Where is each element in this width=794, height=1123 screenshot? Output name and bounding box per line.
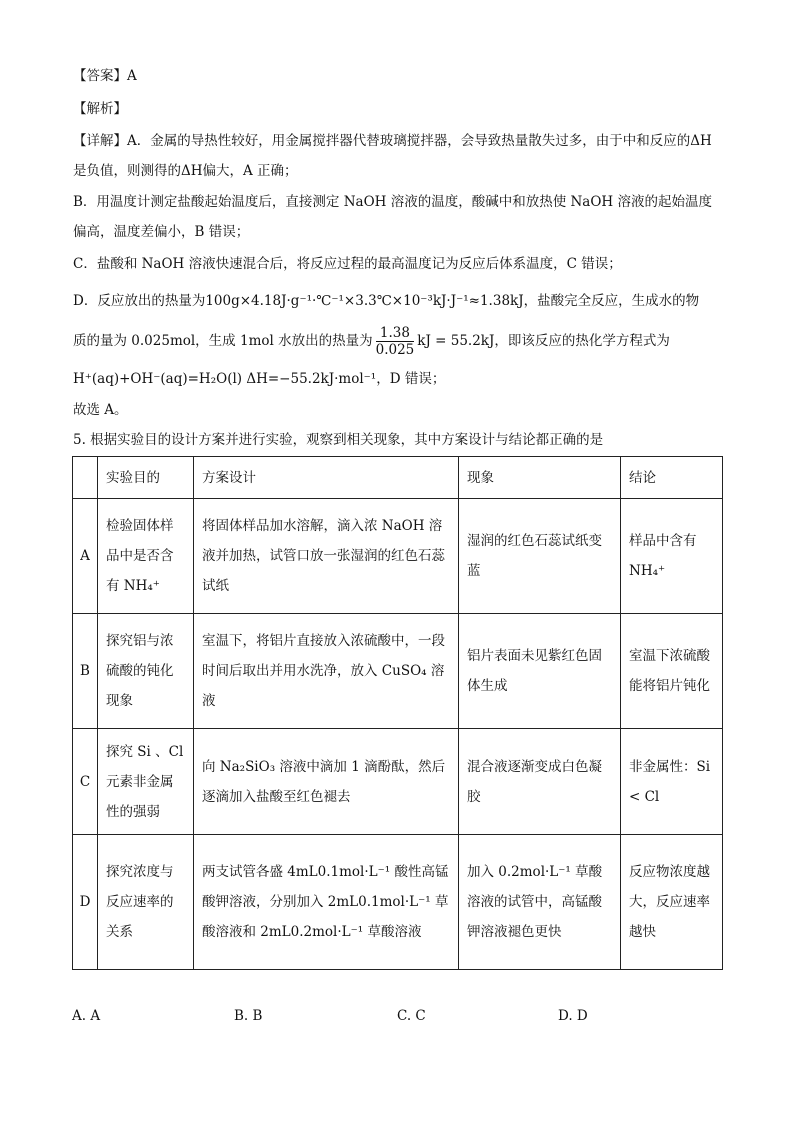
- row-phenomenon: 湿润的红色石蕊试纸变蓝: [459, 499, 621, 614]
- row-purpose: 探究铝与浓硫酸的钝化现象: [98, 614, 194, 729]
- experiment-table: [72, 456, 723, 970]
- header-cell-phenomenon: 现象: [459, 457, 621, 499]
- option-a[interactable]: A. A: [72, 1008, 101, 1024]
- row-design: 两支试管各盛 4mL0.1mol·L⁻¹ 酸性高锰酸钾溶液，分别加入 2mL0.1mol·L⁻¹ 草酸溶液和 2mL0.2mol·L⁻¹ 草酸溶液: [194, 835, 459, 970]
- header-cell-design: 方案设计: [194, 457, 459, 499]
- row-design: 向 Na₂SiO₃ 溶液中滴加 1 滴酚酞，然后逐滴加入盐酸至红色褪去: [194, 729, 459, 835]
- explain-d-line1: D．反应放出的热量为100g×4.18J·g⁻¹·℃⁻¹×3.3℃×10⁻³kJ·J⁻¹≈1.38kJ，盐酸完全反应，生成水的物: [73, 293, 700, 309]
- row-phenomenon: 铝片表面未见紫红色固体生成: [459, 614, 621, 729]
- heat-fraction: [376, 325, 415, 358]
- fraction-numerator: 1.38: [376, 325, 415, 342]
- row-key: A: [73, 499, 98, 614]
- conclusion-line: 故选 A。: [73, 402, 128, 418]
- row-phenomenon: 混合液逐渐变成白色凝胶: [459, 729, 621, 835]
- row-key: D: [73, 835, 98, 970]
- question-stem: 5. 根据实验目的设计方案并进行实验，观察到相关现象，其中方案设计与结论都正确的是: [73, 432, 604, 448]
- explain-a-line1: 【详解】A．金属的导热性较好，用金属搅拌器代替玻璃搅拌器，会导致热量散失过多，由于中和反应的ΔH: [73, 133, 712, 149]
- option-b[interactable]: B. B: [234, 1008, 263, 1024]
- explain-b-line1: B．用温度计测定盐酸起始温度后，直接测定 NaOH 溶液的温度，酸碱中和放热使 NaOH 溶液的起始温度: [73, 194, 712, 210]
- table-row: [73, 729, 723, 835]
- row-purpose: 探究 Si 、Cl 元素非金属性的强弱: [98, 729, 194, 835]
- row-purpose: 检验固体样品中是否含有 NH₄⁺: [98, 499, 194, 614]
- row-conclusion: 反应物浓度越大，反应速率越快: [621, 835, 723, 970]
- explain-d-line2-post: kJ = 55.2kJ，即该反应的热化学方程式为: [417, 333, 670, 349]
- table-row: [73, 614, 723, 729]
- explain-d-line2-pre: 质的量为 0.025mol，生成 1mol 水放出的热量为: [73, 333, 373, 349]
- row-phenomenon: 加入 0.2mol·L⁻¹ 草酸溶液的试管中，高锰酸钾溶液褪色更快: [459, 835, 621, 970]
- row-key: C: [73, 729, 98, 835]
- answer-line: 【答案】A: [73, 68, 137, 84]
- explain-d-line2: [73, 323, 670, 359]
- row-conclusion: 室温下浓硫酸能将铝片钝化: [621, 614, 723, 729]
- row-key: B: [73, 614, 98, 729]
- table-row: [73, 499, 723, 614]
- thermochemical-equation: H⁺(aq)+OH⁻(aq)=H₂O(l) ΔH=−55.2kJ·mol⁻¹，D 错误；: [73, 371, 446, 387]
- fraction-denominator: 0.025: [375, 342, 415, 358]
- row-conclusion: 非金属性：Si < Cl: [621, 729, 723, 835]
- table-header-row: [73, 457, 723, 499]
- explain-c-line: C．盐酸和 NaOH 溶液快速混合后，将反应过程的最高温度记为反应后体系温度，C 错误；: [73, 256, 622, 272]
- explain-b-line2: 偏高，温度差偏小，B 错误；: [73, 224, 250, 240]
- table-row: [73, 835, 723, 970]
- row-design: 室温下，将铝片直接放入浓硫酸中，一段时间后取出并用水洗净，放入 CuSO₄ 溶液: [194, 614, 459, 729]
- option-c[interactable]: C. C: [397, 1008, 426, 1024]
- header-cell-purpose: 实验目的: [98, 457, 194, 499]
- row-conclusion: 样品中含有 NH₄⁺: [621, 499, 723, 614]
- row-design: 将固体样品加水溶解，滴入浓 NaOH 溶液并加热，试管口放一张湿润的红色石蕊试纸: [194, 499, 459, 614]
- header-cell-conclusion: 结论: [621, 457, 723, 499]
- explain-a-line2: 是负值，则测得的ΔH偏大，A 正确；: [73, 163, 298, 179]
- analysis-label: 【解析】: [73, 101, 127, 117]
- row-purpose: 探究浓度与反应速率的关系: [98, 835, 194, 970]
- header-cell-key: [73, 457, 98, 499]
- option-d[interactable]: D. D: [558, 1008, 588, 1024]
